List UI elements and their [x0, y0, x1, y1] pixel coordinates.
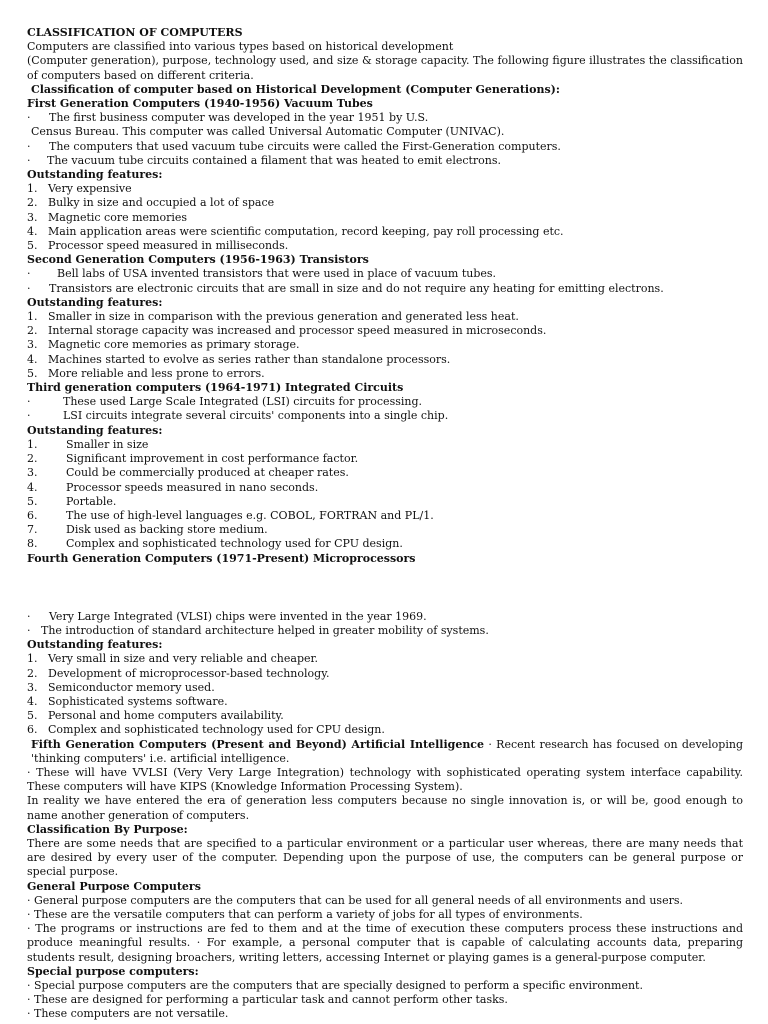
gen5-paragraph	[27, 738, 743, 766]
gen1-bullet-continuation: Census Bureau. This computer was called Universal Automatic Computer (UNIVAC).	[31, 125, 505, 139]
gen1-bullet: The first business computer was developed in the year 1951 by U.S.	[49, 111, 429, 125]
general-purpose-heading: General Purpose Computers	[27, 879, 201, 893]
gen4-bullet: The introduction of standard architecture helped in greater mobility of systems.	[41, 623, 489, 637]
special-purpose-line: · These are designed for performing a particular task and cannot perform other tasks.	[27, 993, 508, 1007]
gen5-text: · These will have VVLSI (Very Very Large Integration) technology with sophisticated operating system interface capability. These computers will have KIPS (Knowledge Information Processing System).	[27, 765, 743, 794]
bullet-dot: ·	[27, 267, 31, 281]
purpose-text: There are some needs that are specified to a particular environment or a particular user whereas, there are many needs that are desired by every user of the computer. Depending upon the purpose of use, the computers can be general purpose or special purpose.	[27, 836, 743, 879]
gen4-feature: Development of microprocessor-based technology.	[48, 666, 330, 680]
gen2-features-label: Outstanding features:	[27, 295, 163, 309]
gen4-feature: Sophisticated systems software.	[48, 694, 228, 708]
intro-paragraph: (Computer generation), purpose, technology used, and size & storage capacity. The following figure illustrates the classification of computers based on different criteria.	[27, 54, 743, 82]
bullet-dot: ·	[27, 409, 31, 423]
bullet-dot: ·	[27, 153, 31, 167]
gen1-feature: Bulky in size and occupied a lot of space	[48, 196, 275, 210]
bullet-dot: ·	[27, 281, 31, 295]
bullet-dot: ·	[27, 111, 31, 125]
document-title: CLASSIFICATION OF COMPUTERS	[27, 26, 243, 39]
gen3-feature: Processor speeds measured in nano seconds.	[66, 480, 319, 494]
gen4-feature: Very small in size and very reliable and cheaper.	[48, 652, 319, 666]
historical-heading: Classification of computer based on Historical Development (Computer Generations):	[31, 82, 560, 96]
gen3-feature: Disk used as backing store medium.	[66, 523, 268, 537]
gen3-heading: Third generation computers (1964-1971) Integrated Circuits	[27, 381, 404, 395]
special-purpose-heading: Special purpose computers:	[27, 964, 199, 978]
bullet-dot: ·	[27, 139, 31, 153]
gen3-feature: Significant improvement in cost performance factor.	[66, 452, 359, 466]
gen2-bullet: Transistors are electronic circuits that are small in size and do not require any heating for emitting electrons.	[49, 281, 664, 295]
gen3-feature: Complex and sophisticated technology used for CPU design.	[66, 537, 403, 551]
gen5-heading-tail: · Recent research has focused on developing 'thinking computers' i.e. artificial intelligence.	[31, 737, 743, 765]
blank-space	[27, 566, 743, 610]
document-page: CLASSIFICATION OF COMPUTERS Computers are classified into various types based on historical development (Computer generation), purpose, technology used, and size & storage capacity. The following figure illustrates the classification of computers based on different criteria. Classification of computer based on Historical Development (Computer Generations): First Generation Computers (1940-1956) Vacuum Tubes · The first business computer was developed in the year 1951 by U.S. Census Bureau. This computer was called Universal Automatic Computer (UNIVAC). · The computers that used vacuum tube circuits were called the First-Generation computers. · The vacuum tube circuits contained a filament that was heated to emit electrons. Outstanding features: 1. Very expensive 2. Bulky in size and occupied a lot of space 3. Magnetic core memories 4. Main application areas were scientific computation, record keeping, pay roll processing etc. 5. Processor speed measured in milliseconds. Second Generation Computers (1956-1963) Transistors · Bell labs of USA invented transistors that were used in place of vacuum tubes. · Transistors are electronic circuits that are small in size and do not require any heating for emitting electrons. Outstanding features: 1. Smaller in size in comparison with the previous generation and generated less heat. 2. Internal storage capacity was increased and processor speed measured in microseconds. 3. Magnetic core memories as primary storage. 4. Machines started to evolve as series rather than standalone processors. 5. More reliable and less prone to errors. Third generation computers (1964-1971) Integrated Circuits · These used Large Scale Integrated (LSI) circuits for processing. · LSI circuits integrate several circuits' components into a single chip. Outstanding features: 1. Smaller in size 2. Significant improvement in cost performance factor. 3. Could be commercially produced at cheaper rates. 4. Processor speeds measured in nano seconds. 5. Portable. 6. The use of high-level languages e.g. COBOL, FORTRAN and PL/1. 7. Disk used as backing store medium. 8. Complex and sophisticated technology used for CPU design. Fourth Generation Computers (1971-Present) Microprocessors · Very Large Integrated (VLSI) chips were invented in the year 1969. · The introduction of standard architecture helped in greater mobility of systems. Outstanding features: 1. Very small in size and very reliable and cheaper. 2. Development of microprocessor-based technology. 3. Semiconductor memory used. 4. Sophisticated systems software. 5. Personal and home computers availability. 6. Complex and sophisticated technology used for CPU design. Fifth Generation Computers (Present and Beyond) Artificial Intelligence · Recent research has focused on developing 'thinking computers' i.e. artificial intelligence. · These will have VVLSI (Very Very Large Integration) technology with sophisticated operating system interface capability. These computers will have KIPS (Knowledge Information Processing System). In reality we have entered the era of generation less computers because no single innovation is, or will be, good enough to name another generation of computers. Classification By Purpose: There are some needs that are specified to a particular environment or a particular user whereas, there are many needs that are desired by every user of the computer. Depending upon the purpose of use, the computers can be general purpose or special purpose. General Purpose Computers · General purpose computers are the computers that can be used for all general needs of all environments and users. · These are the versatile computers that can perform a variety of jobs for all types of environments. · The programs or instructions are fed to them and at the time of execution these computers process these instructions and produce meaningful results. · For example, a personal computer that is capable of calculating accounts data, preparing students result, designing broachers, writing letters, accessing Internet or playing games is a general-purpose computer. Special purpose computers: · Special purpose computers are the computers that are specially designed to perform a specific environment. · These are designed for performing a particular task and cannot perform other tasks. · These computers are not versatile.	[27, 26, 743, 1021]
gen2-feature: Smaller in size in comparison with the previous generation and generated less heat.	[48, 310, 519, 324]
intro-line: Computers are classified into various types based on historical development	[27, 40, 454, 54]
gen3-feature: Portable.	[66, 494, 117, 508]
gen1-heading: First Generation Computers (1940-1956) Vacuum Tubes	[27, 97, 373, 111]
gen2-feature: Internal storage capacity was increased and processor speed measured in microseconds.	[48, 324, 547, 338]
gen4-feature: Semiconductor memory used.	[48, 680, 215, 694]
gen2-feature: Machines started to evolve as series rather than standalone processors.	[48, 352, 451, 366]
gen4-heading: Fourth Generation Computers (1971-Present) Microprocessors	[27, 551, 416, 565]
purpose-heading: Classification By Purpose:	[27, 822, 188, 836]
gen5-text: In reality we have entered the era of generation less computers because no single innovation is, or will be, good enough to name another generation of computers.	[27, 794, 743, 822]
gen3-bullet: LSI circuits integrate several circuits' components into a single chip.	[63, 409, 449, 423]
general-purpose-line: · The programs or instructions are fed to them and at the time of execution these computers process these instructions and produce meaningful results. · For example, a personal computer that is capable of calculating accounts data, preparing students result, designing broachers, writing letters, accessing Internet or playing games is a general-purpose computer.	[27, 922, 743, 964]
special-purpose-line: · These computers are not versatile.	[27, 1007, 229, 1021]
gen3-bullet: These used Large Scale Integrated (LSI) circuits for processing.	[63, 395, 422, 409]
gen1-features-label: Outstanding features:	[27, 168, 163, 182]
special-purpose-line: · Special purpose computers are the computers that are specially designed to perform a specific environment.	[27, 979, 643, 992]
gen2-bullet: Bell labs of USA invented transistors that were used in place of vacuum tubes.	[57, 267, 497, 281]
bullet-dot: ·	[27, 623, 31, 637]
gen1-feature: Main application areas were scientific computation, record keeping, pay roll processing etc.	[48, 224, 564, 238]
general-purpose-line: · General purpose computers are the computers that can be used for all general needs of all environments and users.	[27, 893, 683, 907]
gen4-features-label: Outstanding features:	[27, 638, 163, 652]
gen1-bullet: The computers that used vacuum tube circuits were called the First-Generation computers.	[49, 139, 561, 153]
gen1-bullet: The vacuum tube circuits contained a filament that was heated to emit electrons.	[47, 153, 502, 167]
gen3-feature: Could be commercially produced at cheaper rates.	[66, 466, 349, 480]
bullet-dot: ·	[27, 609, 31, 623]
gen3-feature: The use of high-level languages e.g. COBOL, FORTRAN and PL/1.	[66, 508, 434, 522]
gen1-feature: Processor speed measured in milliseconds.	[48, 239, 289, 253]
gen5-heading: Fifth Generation Computers (Present and Beyond) Artificial Intelligence	[31, 737, 485, 751]
gen4-bullet: Very Large Integrated (VLSI) chips were invented in the year 1969.	[49, 609, 427, 623]
gen2-feature: More reliable and less prone to errors.	[48, 366, 265, 380]
gen3-features-label: Outstanding features:	[27, 423, 163, 437]
gen4-feature: Complex and sophisticated technology used for CPU design.	[48, 723, 385, 737]
gen4-feature: Personal and home computers availability.	[48, 709, 284, 723]
bullet-dot: ·	[27, 395, 31, 409]
gen1-feature: Very expensive	[48, 182, 132, 196]
gen1-feature: Magnetic core memories	[48, 210, 188, 224]
general-purpose-line: · These are the versatile computers that can perform a variety of jobs for all types of environments.	[27, 907, 583, 921]
gen2-heading: Second Generation Computers (1956-1963) Transistors	[27, 253, 369, 267]
gen3-feature: Smaller in size	[66, 437, 149, 451]
gen2-feature: Magnetic core memories as primary storage.	[48, 338, 300, 352]
